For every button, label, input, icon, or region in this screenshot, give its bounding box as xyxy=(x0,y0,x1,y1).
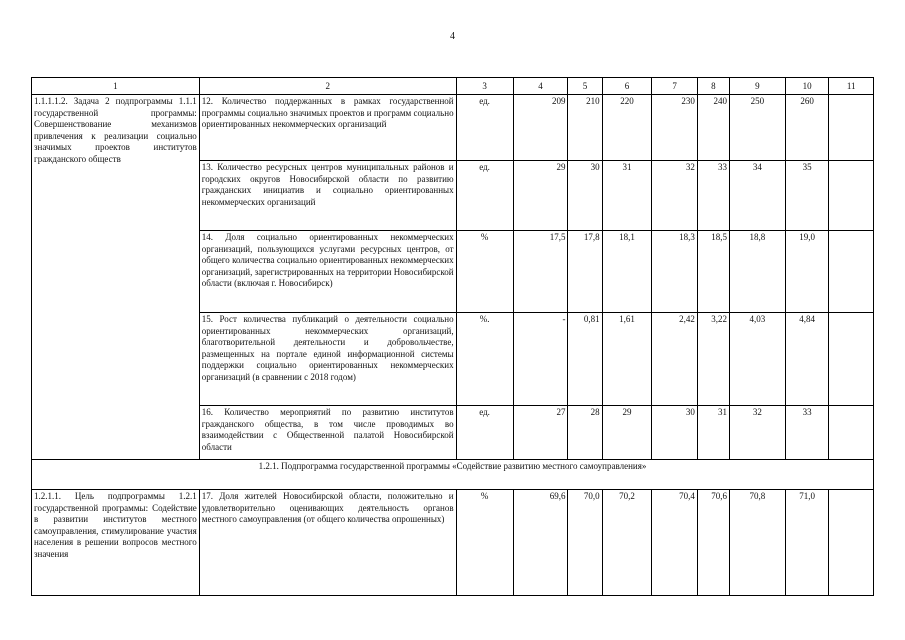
header-cell: 8 xyxy=(697,78,729,95)
value-cell: - xyxy=(513,313,568,406)
page-number: 4 xyxy=(450,31,455,42)
value-cell: 32 xyxy=(652,161,698,231)
indicators-table xyxy=(31,77,874,596)
value-cell xyxy=(829,490,874,596)
value-cell xyxy=(829,161,874,231)
unit-cell: % xyxy=(456,490,513,596)
header-cell: 7 xyxy=(652,78,698,95)
value-cell: 240 xyxy=(697,95,729,161)
header-cell: 9 xyxy=(729,78,785,95)
value-cell: 27 xyxy=(513,406,568,460)
header-cell: 3 xyxy=(456,78,513,95)
value-cell: 30 xyxy=(652,406,698,460)
value-cell: 18,3 xyxy=(652,231,698,313)
value-cell xyxy=(829,95,874,161)
value-cell: 70,8 xyxy=(729,490,785,596)
unit-cell: ед. xyxy=(456,406,513,460)
value-cell: 18,5 xyxy=(697,231,729,313)
indicator-row xyxy=(32,490,874,596)
indicator-cell: 15. Рост количества публикаций о деятельности социально ориентированных некоммерческих организаций, благотворительной деятельности и добровольчестве, размещенных на портале единой информационной системы поддержки социально ориентированных некоммерческих организаций (в сравнении с 2018 годом) xyxy=(199,313,456,406)
unit-cell: ед. xyxy=(456,95,513,161)
indicator-cell: 13. Количество ресурсных центров муниципальных районов и городских округов Новосибирской области по развитию гражданских инициатив и социально ориентированных некоммерческих организаций xyxy=(199,161,456,231)
value-cell: 0,81 xyxy=(568,313,602,406)
value-cell: 33 xyxy=(697,161,729,231)
table-body xyxy=(32,78,874,596)
value-cell: 70,4 xyxy=(652,490,698,596)
value-cell: 29 xyxy=(513,161,568,231)
goal-cell: 1.1.1.1.2. Задача 2 подпрограммы 1.1.1 государственной программы: Совершенствование механизмов привлечения к реализации социально значимых проектов институтов гражданского обществ xyxy=(32,95,200,460)
value-cell: 1,61 xyxy=(602,313,652,406)
goal-cell: 1.2.1.1. Цель подпрограммы 1.2.1 государственной программы: Содействие в развитии институтов местного самоуправления, стимулирование участия населения в решении вопросов местного значения xyxy=(32,490,200,596)
header-cell: 4 xyxy=(513,78,568,95)
subprogram-row xyxy=(32,460,874,490)
value-cell: 4,03 xyxy=(729,313,785,406)
value-cell xyxy=(829,231,874,313)
value-cell: 250 xyxy=(729,95,785,161)
value-cell: 18,1 xyxy=(602,231,652,313)
value-cell: 260 xyxy=(785,95,828,161)
value-cell: 70,0 xyxy=(568,490,602,596)
value-cell: 69,6 xyxy=(513,490,568,596)
value-cell: 33 xyxy=(785,406,828,460)
value-cell: 2,42 xyxy=(652,313,698,406)
header-cell: 5 xyxy=(568,78,602,95)
header-row xyxy=(32,78,874,95)
value-cell: 17,5 xyxy=(513,231,568,313)
indicator-cell: 16. Количество мероприятий по развитию институтов гражданского общества, в том числе проводимых во взаимодействии с Общественной палатой Новосибирской области xyxy=(199,406,456,460)
value-cell: 220 xyxy=(602,95,652,161)
indicator-row xyxy=(32,95,874,161)
indicator-cell: 12. Количество поддержанных в рамках государственной программы социально значимых проектов и программ социально ориентированных некоммерческих организаций xyxy=(199,95,456,161)
header-cell: 2 xyxy=(199,78,456,95)
value-cell: 31 xyxy=(602,161,652,231)
value-cell: 34 xyxy=(729,161,785,231)
value-cell: 3,22 xyxy=(697,313,729,406)
indicator-cell: 17. Доля жителей Новосибирской области, положительно и удовлетворительно оценивающих деятельность органов местного самоуправления (от общего количества опрошенных) xyxy=(199,490,456,596)
unit-cell: %. xyxy=(456,313,513,406)
header-cell: 10 xyxy=(785,78,828,95)
value-cell: 70,2 xyxy=(602,490,652,596)
value-cell: 28 xyxy=(568,406,602,460)
value-cell: 17,8 xyxy=(568,231,602,313)
header-cell: 1 xyxy=(32,78,200,95)
value-cell: 29 xyxy=(602,406,652,460)
value-cell xyxy=(829,313,874,406)
value-cell: 19,0 xyxy=(785,231,828,313)
value-cell: 4,84 xyxy=(785,313,828,406)
value-cell: 31 xyxy=(697,406,729,460)
value-cell: 18,8 xyxy=(729,231,785,313)
subprogram-title: 1.2.1. Подпрограмма государственной программы «Содействие развитию местного самоуправления» xyxy=(32,460,874,490)
value-cell: 230 xyxy=(652,95,698,161)
value-cell xyxy=(829,406,874,460)
value-cell: 70,6 xyxy=(697,490,729,596)
value-cell: 32 xyxy=(729,406,785,460)
header-cell: 6 xyxy=(602,78,652,95)
unit-cell: ед. xyxy=(456,161,513,231)
value-cell: 71,0 xyxy=(785,490,828,596)
value-cell: 209 xyxy=(513,95,568,161)
value-cell: 35 xyxy=(785,161,828,231)
value-cell: 210 xyxy=(568,95,602,161)
indicator-cell: 14. Доля социально ориентированных некоммерческих организаций, пользующихся услугами ресурсных центров, от общего количества социально ориентированных некоммерческих организаций, зарегистрированных на территории Новосибирской области (включая г. Новосибирск) xyxy=(199,231,456,313)
value-cell: 30 xyxy=(568,161,602,231)
header-cell: 11 xyxy=(829,78,874,95)
unit-cell: % xyxy=(456,231,513,313)
